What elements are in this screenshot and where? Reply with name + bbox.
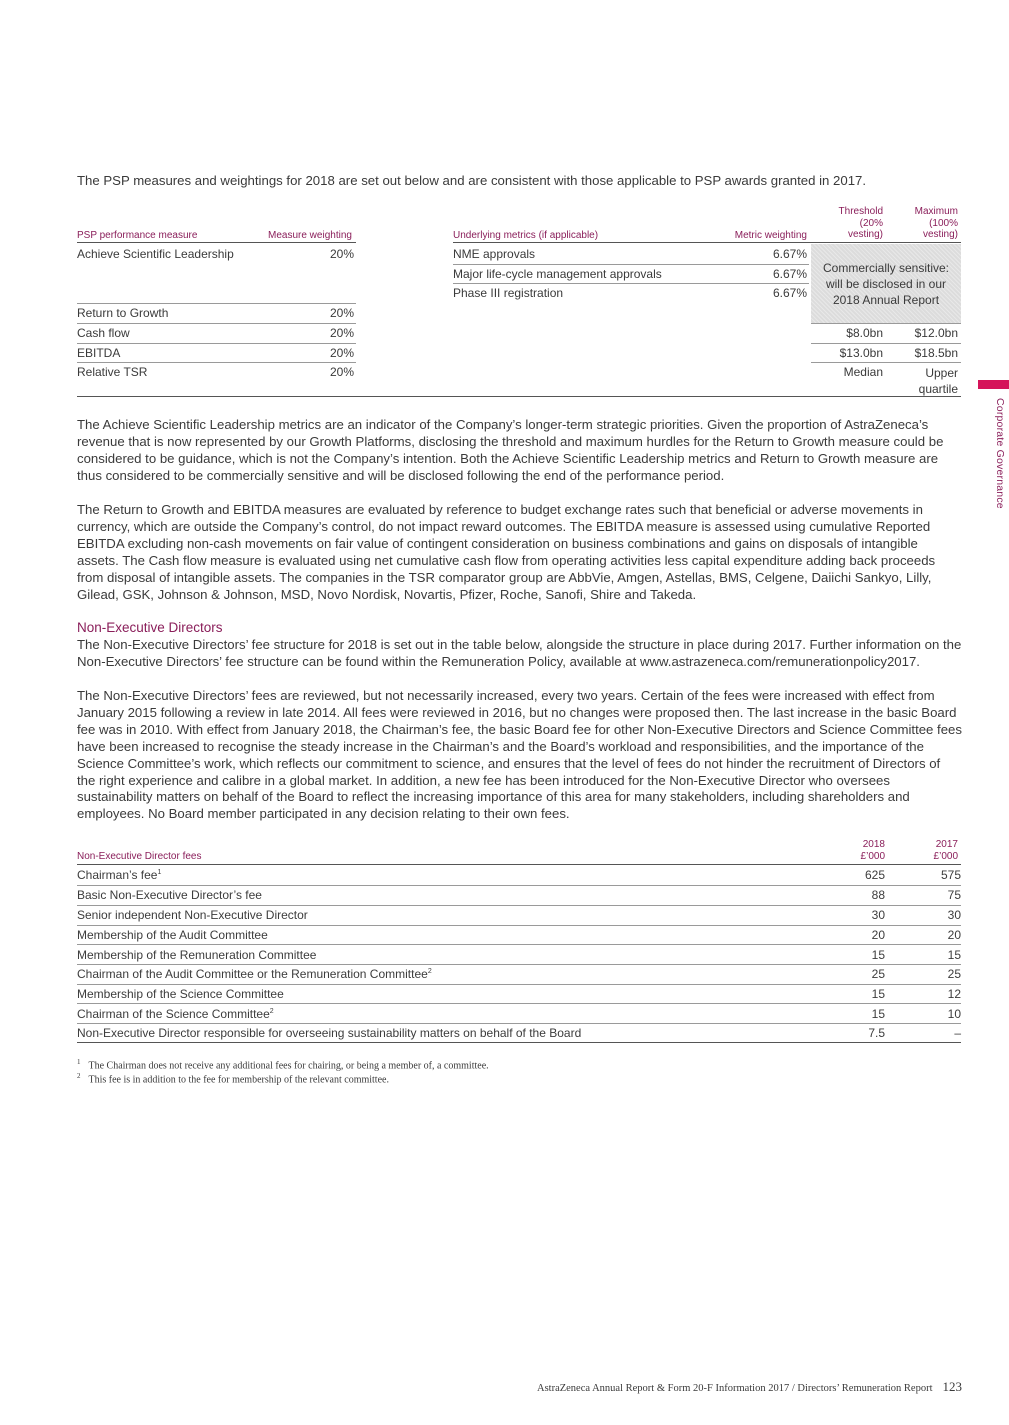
fee-row-label: Basic Non-Executive Director’s fee xyxy=(77,888,262,902)
fee-row-label: Membership of the Remuneration Committee xyxy=(77,948,317,962)
psp-header-measure: PSP performance measure xyxy=(77,230,198,241)
psp-weighting-asl: 20% xyxy=(329,247,354,261)
fee-2018: 15 xyxy=(871,1007,885,1021)
psp-weighting: 20% xyxy=(329,346,354,360)
commercially-sensitive-note: Commercially sensitive: will be disclosed in our 2018 Annual Report xyxy=(822,261,950,307)
fee-row-label: Senior independent Non-Executive Director xyxy=(77,908,308,922)
psp-header-rule-left xyxy=(77,242,356,243)
row-divider xyxy=(77,944,961,945)
fee-row-label: Chairman of the Science Committee$^2$ xyxy=(77,1007,274,1021)
fee-2017: 75 xyxy=(947,888,961,902)
psp-header-maximum: Maximum (100% vesting) xyxy=(914,206,958,240)
fee-2017: 30 xyxy=(947,908,961,922)
fees-header-2017: 2017 £’000 xyxy=(933,839,958,862)
row-divider xyxy=(77,362,356,363)
fees-header-rule xyxy=(77,864,961,865)
fee-2017: 12 xyxy=(947,987,961,1001)
fee-2017: 15 xyxy=(947,948,961,962)
row-divider xyxy=(77,964,961,965)
fee-row-label: Chairman’s fee$^1$ xyxy=(77,868,162,882)
psp-maximum: Upper quartile xyxy=(918,366,958,396)
fee-2018: 15 xyxy=(871,948,885,962)
psp-threshold: $13.0bn xyxy=(839,346,883,360)
fee-2017: 25 xyxy=(947,967,961,981)
metric-weight: 6.67% xyxy=(772,286,807,300)
psp-maximum: $12.0bn xyxy=(914,326,958,340)
footnote: $^2$ This fee is in addition to the fee for membership of the relevant committee. xyxy=(77,1072,389,1086)
row-divider xyxy=(77,905,961,906)
fee-2017: 10 xyxy=(947,1007,961,1021)
ned-fee-review-paragraph: The Non-Executive Directors’ fees are reviewed, but not necessarily increased, every two years. Certain of the fees were increased with effect from January 2015 following a review in late 2014. All fees were reviewed in 2016, but no changes were proposed then. The last increase in the basic Board fee was in 2010. With effect from January 2018, the Chairman’s fee, the basic Board fee for other Non-Executive Directors and Science Committee fees have been increased to recognise the steady increase in the Chairman’s and the Board’s workload and responsibilities, and the importance of the Science Committee’s work, which reflects our commitment to science, and ensures that the level of fees do not hinder the recruitment of Directors of the right experience and calibre in a global market. In addition, a new fee has been introduced for the Non-Executive Director who oversees sustainability matters on behalf of the Board to reflect the increasing importance of this area for many stakeholders, including shareholders and employees. No Board member participated in any decision relating to their own fees. xyxy=(77,688,962,822)
fee-2018: 20 xyxy=(871,928,885,942)
psp-weighting: 20% xyxy=(329,326,354,340)
psp-header-metric-weighting: Metric weighting xyxy=(734,230,807,241)
section-tab-marker xyxy=(978,380,1009,389)
intro-text: The PSP measures and weightings for 2018 are set out below and are consistent with those applicable to PSP awards granted in 2017. xyxy=(77,173,867,188)
psp-header-weighting: Measure weighting xyxy=(268,230,352,241)
fees-header-label: Non-Executive Director fees xyxy=(77,851,202,862)
metric-name: Phase III registration xyxy=(453,286,564,300)
fee-row-label: Membership of the Audit Committee xyxy=(77,928,268,942)
fee-2018: 88 xyxy=(871,888,885,902)
row-divider xyxy=(77,303,356,304)
fee-2018: 15 xyxy=(871,987,885,1001)
measures-paragraph: The Return to Growth and EBITDA measures are evaluated by reference to budget exchange rates such that beneficial or adverse movements in currency, which are outside the Company’s control, do not impact reward outcomes. The EBITDA measure is assessed using cumulative Reported EBITDA excluding non-cash movements on fair value of contingent consideration on business combinations and gains on disposals of intangible assets. The Cash flow measure is evaluated using net cumulative cash flow from operating activities less capital expenditure adding back proceeds from disposal of intangible assets. The companies in the TSR comparator group are AbbVie, Amgen, Astellas, BMS, Celgene, Daiichi Sankyo, Lilly, Gilead, GSK, Johnson & Johnson, MSD, Novo Nordisk, Novartis, Pfizer, Roche, Sanofi, Shire and Takeda. xyxy=(77,502,936,602)
fee-2018: 25 xyxy=(871,967,885,981)
row-divider xyxy=(811,343,961,344)
psp-measure-asl: Achieve Scientific Leadership xyxy=(77,247,234,261)
row-divider xyxy=(453,283,809,284)
row-divider xyxy=(811,323,961,324)
asl-paragraph: The Achieve Scientific Leadership metrics are an indicator of the Company’s longer-term strategic priorities. Given the proportion of AstraZeneca’s revenue that is now represented by our Growth Platforms, disclosing the threshold and maximum hurdles for the Return to Growth measure could be considered to be guidance, which is not the Company’s intention. Both the Achieve Scientific Leadership metrics and Return to Growth measure are thus considered to be commercially sensitive and will be disclosed following the end of the performance period. xyxy=(77,417,944,483)
psp-weighting: 20% xyxy=(329,365,354,379)
psp-measure: Return to Growth xyxy=(77,306,169,320)
fee-row-label: Chairman of the Audit Committee or the Remuneration Committee$^2$ xyxy=(77,967,432,981)
row-divider xyxy=(811,362,961,363)
row-divider xyxy=(77,1003,961,1004)
psp-header-rule-right xyxy=(453,242,961,243)
fee-2017: – xyxy=(954,1026,961,1040)
page-footer: AstraZeneca Annual Report & Form 20-F Information 2017 / Directors’ Remuneration Report 123 xyxy=(536,1379,962,1394)
psp-weighting: 20% xyxy=(329,306,354,320)
fee-2018: 625 xyxy=(864,868,885,882)
section-label: Corporate Governance xyxy=(994,398,1006,509)
row-divider xyxy=(77,984,961,985)
psp-maximum: $18.5bn xyxy=(914,346,958,360)
fee-row-label: Membership of the Science Committee xyxy=(77,987,284,1001)
row-divider xyxy=(77,1023,961,1024)
metric-weight: 6.67% xyxy=(772,247,807,261)
footnote: $^1$ The Chairman does not receive any additional fees for chairing, or being a member of, a committee. xyxy=(77,1058,489,1072)
fee-2017: 20 xyxy=(947,928,961,942)
fees-table-bottom-rule xyxy=(77,1042,961,1043)
metric-name: NME approvals xyxy=(453,247,536,261)
row-divider xyxy=(453,264,809,265)
psp-measure: Cash flow xyxy=(77,326,130,340)
fee-2017: 575 xyxy=(940,868,961,882)
ned-fee-structure-paragraph: The Non-Executive Directors’ fee structure for 2018 is set out in the table below, alongside the structure in place during 2017. Further information on the Non-Executive Directors’ fee structure can be found within the Remuneration Policy, available at www.astrazeneca.com/remunerationpolicy2017. xyxy=(77,637,962,669)
metric-weight: 6.67% xyxy=(772,267,807,281)
ned-heading: Non-Executive Directors xyxy=(77,620,223,635)
row-divider xyxy=(77,343,356,344)
psp-threshold: Median xyxy=(843,365,883,379)
row-divider xyxy=(77,925,961,926)
fee-2018: 30 xyxy=(871,908,885,922)
fees-header-2018: 2018 £’000 xyxy=(860,839,885,862)
psp-measure: Relative TSR xyxy=(77,365,148,379)
row-divider xyxy=(77,885,961,886)
psp-table-bottom-rule xyxy=(77,396,961,397)
psp-header-threshold: Threshold (20% vesting) xyxy=(838,206,883,240)
psp-measure: EBITDA xyxy=(77,346,121,360)
row-divider xyxy=(77,323,356,324)
psp-threshold: $8.0bn xyxy=(846,326,883,340)
fee-row-label: Non-Executive Director responsible for overseeing sustainability matters on behalf of the Board xyxy=(77,1026,582,1040)
fee-2018: 7.5 xyxy=(868,1026,885,1040)
page-number: 123 xyxy=(942,1379,962,1394)
metric-name: Major life-cycle management approvals xyxy=(453,267,662,281)
psp-header-metrics: Underlying metrics (if applicable) xyxy=(453,230,599,241)
